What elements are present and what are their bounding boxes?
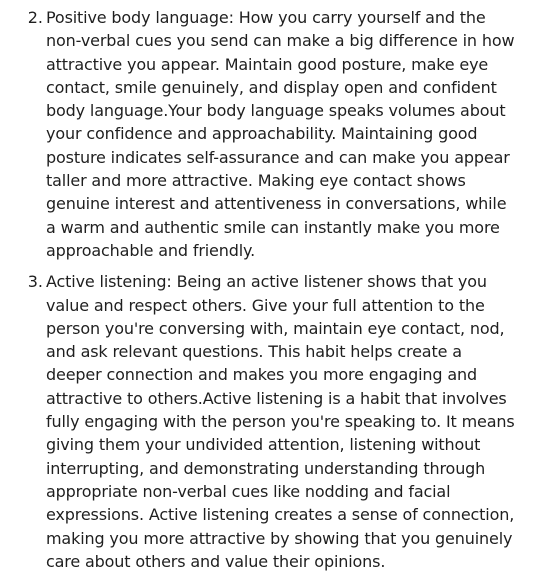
list-item-active-listening (0, 270, 540, 573)
list-item-number: 3. (27, 272, 43, 292)
list-item-text: Positive body language: How you carry yourself and the non-verbal cues you send can make a big difference in how attractive you appear. Maintain good posture, make eye contact, smile genuinely, and display open and confident body language.Your body language speaks volumes about your confidence and approachability. Maintaining good posture indicates self-assurance and can make you appear taller and more attractive. Making eye contact shows genuine interest and attentiveness in conversations, while a warm and authentic smile can instantly make you more approachable and friendly. (46, 8, 515, 260)
list-item-text: Active listening: Being an active listener shows that you value and respect others. Give your full attention to the person you're conversing with, maintain eye contact, nod, and ask relevant questions. This habit helps create a deeper connection and makes you more engaging and attractive to others.Active listening is a habit that involves fully engaging with the person you're speaking to. It means giving them your undivided attention, listening without interrupting, and demonstrating understanding through appropriate non-verbal cues like nodding and facial expressions. Active listening creates a sense of connection, making you more attractive by showing that you genuinely care about others and value their opinions. (46, 272, 515, 571)
list-item-number: 2. (27, 8, 43, 27)
list-item-positive-body-language (0, 6, 540, 262)
